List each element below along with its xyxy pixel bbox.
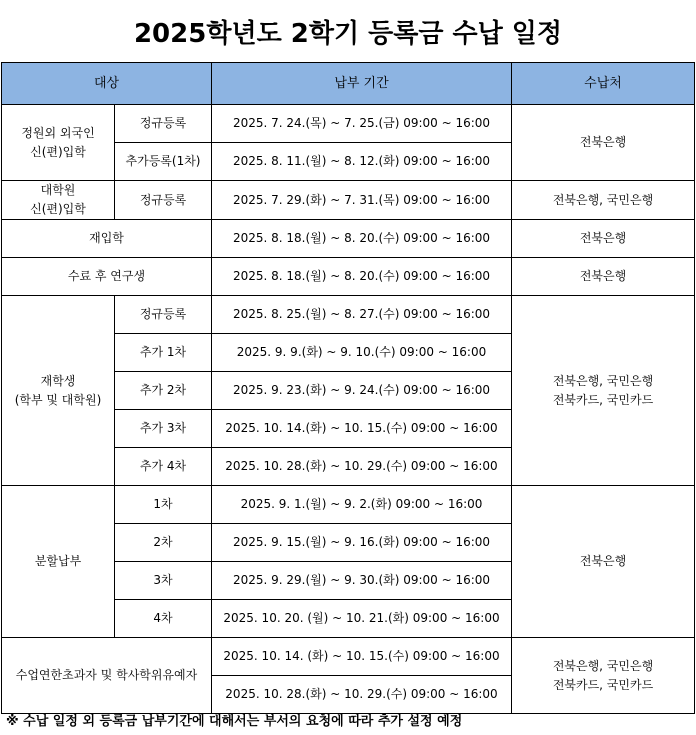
period-cell: 2025. 9. 9.(화) ~ 9. 10.(수) 09:00 ~ 16:00 [212,334,512,372]
place-cell: 전북은행, 국민은행 [512,181,695,220]
sub-label: 2차 [115,524,212,562]
table-row [2,258,695,296]
period-cell: 2025. 10. 20. (월) ~ 10. 21.(화) 09:00 ~ 16:00 [212,600,512,638]
period-cell: 2025. 8. 18.(월) ~ 8. 20.(수) 09:00 ~ 16:00 [212,258,512,296]
group-label: 수료 후 연구생 [2,258,212,296]
place-cell: 전북은행, 국민은행 전북카드, 국민카드 [512,296,695,486]
period-cell: 2025. 9. 1.(월) ~ 9. 2.(화) 09:00 ~ 16:00 [212,486,512,524]
header-target: 대상 [2,63,212,105]
page-title: 2025학년도 2학기 등록금 수납 일정 [133,18,563,49]
schedule-table [1,62,695,714]
period-cell: 2025. 8. 11.(월) ~ 8. 12.(화) 09:00 ~ 16:00 [212,143,512,181]
header-place: 수납처 [512,63,695,105]
table-row [2,486,695,524]
sub-label: 추가 2차 [115,372,212,410]
sub-label: 추가 4차 [115,448,212,486]
sub-label: 3차 [115,562,212,600]
group-label: 정원외 외국인 신(편)입학 [2,105,115,181]
sub-label: 정규등록 [115,296,212,334]
table-row [2,181,695,220]
sub-label: 정규등록 [115,181,212,220]
table-row [2,638,695,676]
sub-label: 4차 [115,600,212,638]
place-cell: 전북은행 [512,258,695,296]
period-cell: 2025. 7. 29.(화) ~ 7. 31.(목) 09:00 ~ 16:00 [212,181,512,220]
sub-label: 추가 3차 [115,410,212,448]
table-row [2,296,695,334]
group-label: 재학생 (학부 및 대학원) [2,296,115,486]
period-cell: 2025. 9. 23.(화) ~ 9. 24.(수) 09:00 ~ 16:00 [212,372,512,410]
header-period: 납부 기간 [212,63,512,105]
period-cell: 2025. 10. 28.(화) ~ 10. 29.(수) 09:00 ~ 16:00 [212,448,512,486]
footnote: ※ 수납 일정 외 등록금 납부기간에 대해서는 부서의 요청에 따라 추가 설정 예정 [6,714,463,729]
table-row [2,220,695,258]
period-cell: 2025. 9. 15.(월) ~ 9. 16.(화) 09:00 ~ 16:00 [212,524,512,562]
group-label: 수업연한초과자 및 학사학위유예자 [2,638,212,714]
group-label: 분할납부 [2,486,115,638]
period-cell: 2025. 10. 14. (화) ~ 10. 15.(수) 09:00 ~ 16:00 [212,638,512,676]
period-cell: 2025. 8. 18.(월) ~ 8. 20.(수) 09:00 ~ 16:00 [212,220,512,258]
period-cell: 2025. 9. 29.(월) ~ 9. 30.(화) 09:00 ~ 16:00 [212,562,512,600]
header-row [2,63,695,105]
sub-label: 정규등록 [115,105,212,143]
period-cell: 2025. 10. 28.(화) ~ 10. 29.(수) 09:00 ~ 16:00 [212,676,512,714]
period-cell: 2025. 10. 14.(화) ~ 10. 15.(수) 09:00 ~ 16:00 [212,410,512,448]
place-cell: 전북은행 [512,220,695,258]
group-label: 재입학 [2,220,212,258]
place-cell: 전북은행 [512,105,695,181]
sub-label: 추가등록(1차) [115,143,212,181]
place-cell: 전북은행 [512,486,695,638]
period-cell: 2025. 8. 25.(월) ~ 8. 27.(수) 09:00 ~ 16:00 [212,296,512,334]
table-row [2,105,695,143]
sub-label: 1차 [115,486,212,524]
group-label: 대학원 신(편)입학 [2,181,115,220]
place-cell: 전북은행, 국민은행 전북카드, 국민카드 [512,638,695,714]
period-cell: 2025. 7. 24.(목) ~ 7. 25.(금) 09:00 ~ 16:00 [212,105,512,143]
sub-label: 추가 1차 [115,334,212,372]
